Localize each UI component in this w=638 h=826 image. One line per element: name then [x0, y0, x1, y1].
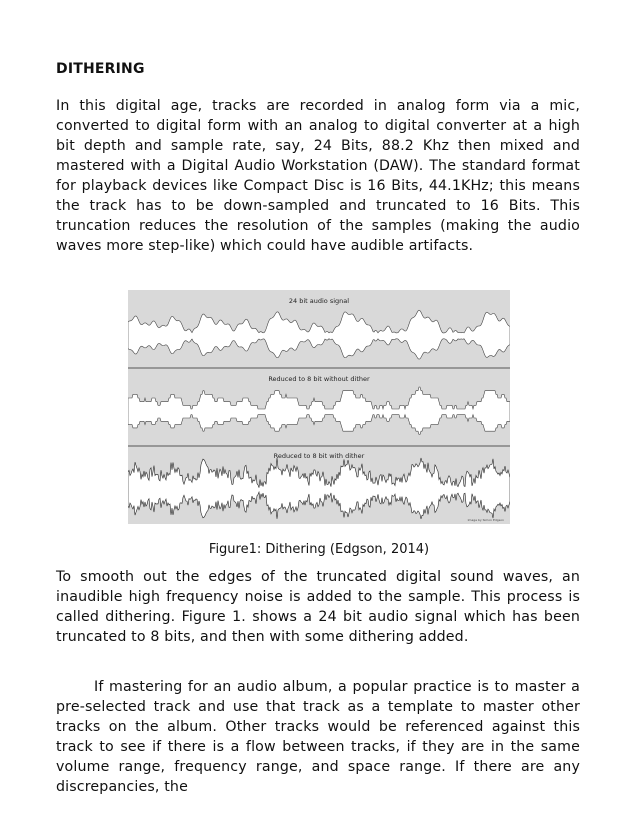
dithering-figure: [128, 290, 510, 524]
paragraph-intro: In this digital age, tracks are recorded in analog form via a mic, converted to digital form with an analog to digital converter at a high bit depth and sample rate, say, 24 Bits, 88.2 Khz then mixed and mastered with a Digital Audio Workstation (DAW). The standard format for playback devices like Compact Disc is 16 Bits, 44.1KHz; this means the track has to be down-sampled and truncated to 16 Bits. This truncation reduces the resolution of the samples (making the audio waves more step-like) which could have audible artifacts.: [56, 98, 580, 254]
panel-label-8bit-no-dither: Reduced to 8 bit without dither: [268, 375, 370, 383]
panel-label-8bit-dither: Reduced to 8 bit with dither: [273, 452, 365, 460]
image-credit: Image by Simon Edgson: [467, 518, 504, 522]
paragraph-dithering: To smooth out the edges of the truncated digital sound waves, an inaudible high frequency noise is added to the sample. This process is called dithering. Figure 1. shows a 24 bit audio signal which has been truncated to 8 bits, and then with some dithering added.: [56, 569, 580, 645]
paragraph-mastering: If mastering for an audio album, a popular practice is to master a pre-selected track and use that track as a template to master other tracks on the album. Other tracks would be referenced against this track to see if there is a flow between tracks, if they are in the same volume range, frequency range, and space range. If there are any discrepancies, the: [56, 679, 580, 795]
figure-caption: Figure1: Dithering (Edgson, 2014): [208, 542, 430, 557]
panel-label-24bit: 24 bit audio signal: [288, 297, 350, 305]
section-heading: DITHERING: [56, 61, 145, 77]
